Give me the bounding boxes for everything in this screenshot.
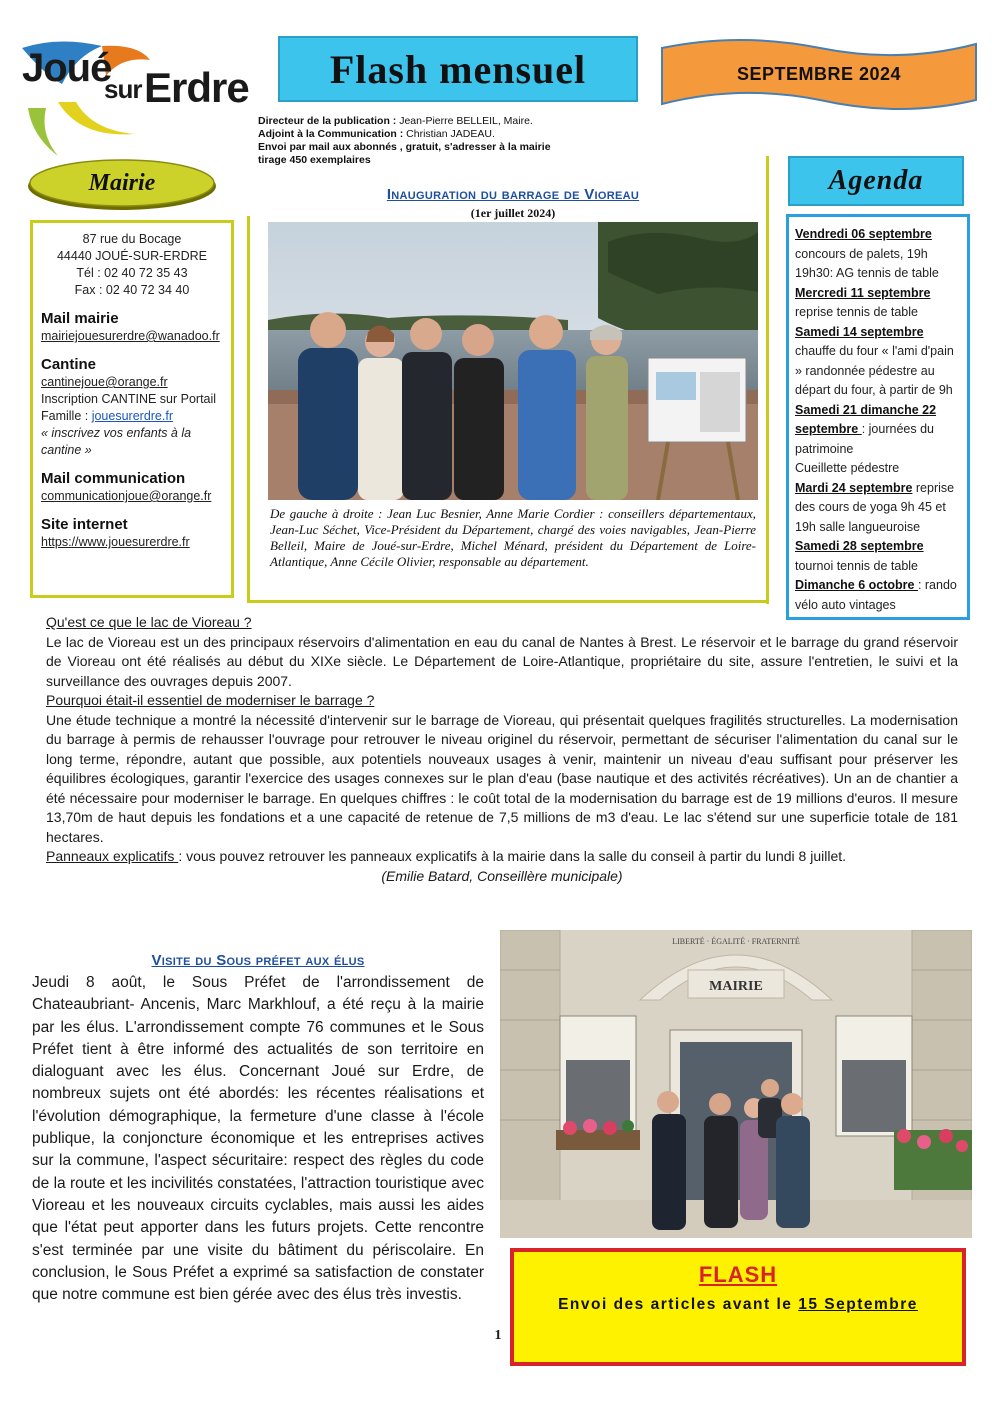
month-label: SEPTEMBRE 2024 (736, 64, 902, 84)
agenda-item (795, 401, 961, 479)
inauguration-caption: De gauche à droite : Jean Luc Besnier, Anne Marie Cordier : conseillers départementaux, Jean-Luc Séchet, Vice-Président du Département, chargé des voies navigables, Jean-Pierre Belleil, Maire de Joué-sur-Erdre, Michel Ménard, président du Département de Loire-Atlantique, Anne Cécile Olivier, responsable au département. (270, 506, 756, 569)
lac-question-3: Panneaux explicatifs (46, 848, 179, 864)
publication-info (258, 115, 638, 167)
mairie-city: 44440 JOUÉ-SUR-ERDRE (56, 249, 208, 263)
building-sign: MAIRIE (709, 979, 763, 994)
agenda-title: Agenda (828, 165, 924, 196)
mairie-heading (24, 156, 220, 212)
group-photo-lake-icon (268, 222, 758, 500)
comm-label: Adjoint à la Communication : (258, 128, 404, 140)
print-run-line: tirage 450 exemplaires (258, 154, 371, 166)
article-inauguration-title: Inauguration du barrage de Vioreau (386, 186, 640, 203)
lac-question-2: Pourquoi était-il essentiel de moderniser le barrage ? (46, 692, 375, 708)
page-number: 1 (494, 1328, 502, 1343)
agenda-item-date: Samedi 21 dimanche 22 septembre (795, 402, 937, 436)
page-title: Flash mensuel (329, 46, 587, 92)
agenda-item-text: : rando vélo auto vintages (795, 578, 957, 612)
cantine-info: Inscription CANTINE sur Portail (41, 392, 217, 406)
lac-paragraph-2: Une étude technique a montré la nécessité d'intervenir sur le barrage de Vioreau, qui présentait quelques fragilités structurelles. La modernisation du barrage à permis de rehausser l'ouvrage pour retrouver le niveau originel du réservoir, permettant de sécuriser l'alimentation du canal sur le long terme, répondre, autant que possible, aux potentiels nouveaux usages à venir, maintenir un niveau d'eau suffisant pour préserver les équilibres écologiques, garantir l'exercice des usages connexes sur le plan d'eau (base nautique et des activités récréatives). Un an de chantier a été nécessaire pour moderniser le barrage. En quelques chiffres : le coût total de la modernisation du barrage est de 19 millions d'euros. Il mesure 13,70m de haut depuis les fondations et a une capacité de retenue de 7,5 millions de m3 d'eau. Le lac s'étend sur une superficie totale de 181 hectares. (46, 711, 958, 845)
communication-mail-link[interactable]: communicationjoue@orange.fr (41, 489, 212, 503)
pub-director-value: Jean-Pierre BELLEIL, Maire. (396, 115, 533, 127)
agenda-item-date: Mercredi 11 septembre (795, 285, 931, 300)
divider-right (766, 156, 769, 604)
divider-bottom (247, 600, 767, 603)
joue-sur-erdre-logo (18, 38, 258, 158)
pub-director-label: Directeur de la publication : (258, 115, 397, 127)
mail-mairie-heading: Mail mairie (41, 310, 119, 327)
agenda-item (795, 284, 961, 323)
mairie-visit-photo (500, 930, 972, 1238)
mairie-fax: Fax : 02 40 72 34 40 (74, 283, 190, 297)
agenda-item-date: Mardi 24 septembre (795, 480, 913, 495)
mairie-title: Mairie (88, 170, 156, 196)
divider-left (247, 216, 250, 602)
lac-signature: (Emilie Batard, Conseillère municipale) (381, 867, 623, 884)
lac-question-1: Qu'est ce que le lac de Vioreau ? (46, 614, 252, 630)
mail-mairie-link[interactable]: mairiejouesurerdre@wanadoo.fr (41, 329, 220, 343)
flash-title: FLASH (698, 1262, 778, 1287)
month-banner (660, 38, 978, 110)
logo-word-sur: sur (104, 74, 142, 104)
article-sous-prefet-body: Jeudi 8 août, le Sous Préfet de l'arrondissement de Chateaubriant- Ancenis, Marc Markhlouf, a été reçu à la mairie par les élus. L'arrondissement compte 76 communes et le Sous Préfet tient à être informé des actualités de son territoire en dialoguant avec les élus. Concernant Joué sur Erdre, de nombreux sujets ont été abordés: les récentes réalisations et l'évolution démographique, la fermeture d'une classe à l'école publique, la conjoncture économique et les entreprises actives sur la commune, l'aspect sécuritaire: respect des règles du code de la route et les incivilités constatées, l'attraction touristique avec Vioreau et les nouveaux circuits cyclables, mais aussi les aides que l'état peut apporter dans les futurs projets. Cette rencontre s'est terminée par une visite du bâtiment du périscolaire. En conclusion, le Sous Préfet a exprimé sa satisfaction de constater que notre commune est bien gérée avec des élus très investis. (32, 974, 484, 1304)
cantine-portal-link[interactable]: jouesurerdre.fr (91, 409, 173, 423)
mail-subscription-line: Envoi par mail aux abonnés , gratuit, s'adresser à la mairie (258, 141, 551, 153)
agenda-item (795, 576, 961, 615)
agenda-item-date: Samedi 28 septembre (795, 539, 924, 553)
cantine-portal-prefix: Famille : (41, 409, 92, 423)
flash-deadline-date: 15 Septembre (798, 1296, 918, 1313)
article-sous-prefet-title: Visite du Sous préfet aux élus (151, 952, 365, 969)
agenda-item-text: tournoi tennis de table (795, 558, 919, 573)
lac-panneaux-line (46, 847, 958, 867)
lac-paragraph-3: : vous pouvez retrouver les panneaux explicatifs à la mairie dans la salle du conseil à partir du lundi 8 juillet. (178, 848, 847, 864)
flash-deadline-line (514, 1296, 962, 1314)
article-inauguration-date: (1er juillet 2024) (470, 206, 556, 220)
lac-vioreau-article (46, 613, 958, 886)
agenda-heading (788, 156, 964, 206)
agenda-item (795, 323, 961, 401)
flash-deadline-box (510, 1248, 966, 1366)
flash-deadline-text: Envoi des articles avant le (558, 1296, 799, 1313)
agenda-item-text: concours de palets, 19h 19h30: AG tennis de table (795, 246, 939, 280)
agenda-item-text: : journées du patrimoine Cueillette pédestre (795, 422, 934, 475)
flash-mensuel-banner (278, 36, 638, 102)
agenda-box (786, 214, 970, 620)
site-internet-heading: Site internet (41, 516, 128, 533)
cantine-heading: Cantine (41, 356, 97, 373)
mairie-contact-box (30, 220, 234, 598)
agenda-item (795, 225, 961, 284)
cantine-quote: « inscrivez vos enfants à la cantine » (41, 426, 192, 457)
logo-word-erdre: Erdre (144, 64, 249, 111)
agenda-item (795, 537, 961, 576)
mairie-address: 87 rue du Bocage (82, 232, 182, 246)
logo-word-joue: Joué (22, 46, 112, 90)
comm-value: Christian JADEAU. (403, 128, 495, 140)
site-internet-link[interactable]: https://www.jouesurerdre.fr (41, 535, 190, 549)
lac-paragraph-1: Le lac de Vioreau est un des principaux réservoirs d'alimentation en eau du canal de Nantes à Brest. Le réservoir et le barrage du grand réservoir de Vioreau ont été réalisés au début du XIXe siècle. Le Département de Loire-Atlantique, propriétaire du site, assure l'entretien, le suivi et la surveillance des ouvrages depuis 2007. (46, 633, 958, 689)
agenda-item-date: Samedi 14 septembre (795, 324, 924, 339)
mail-communication-heading: Mail communication (41, 470, 186, 487)
agenda-item-date: Dimanche 6 octobre (795, 578, 918, 592)
agenda-item-date: Vendredi 06 septembre (795, 227, 932, 241)
mairie-tel: Tél : 02 40 72 35 43 (76, 266, 188, 280)
mairie-building-icon (500, 930, 972, 1238)
agenda-item (795, 479, 961, 538)
agenda-item-text: reprise tennis de table (795, 305, 918, 319)
agenda-item-text: chauffe du four « l'ami d'pain » randonnée pédestre au départ du four, à partir de 9h (795, 344, 954, 397)
inauguration-photo (268, 222, 758, 500)
cantine-mail-link[interactable]: cantinejoue@orange.fr (41, 375, 168, 389)
agenda-item-text: reprise des cours de yoga 9h 45 et 19h salle langueuroise (795, 480, 955, 534)
building-motto: LIBERTÉ · ÉGALITÉ · FRATERNITÉ (672, 937, 800, 946)
cantine-portal-line (41, 408, 223, 425)
